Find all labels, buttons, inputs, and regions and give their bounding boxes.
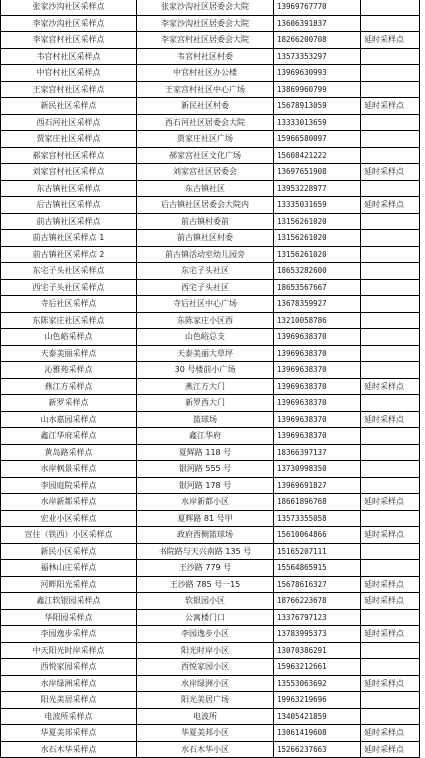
table-row (1, 411, 420, 428)
table-row (1, 659, 420, 676)
contact-phone-cell: 18366397137 (274, 444, 361, 461)
service-note-cell: 延时采样点 (361, 741, 420, 758)
service-note-cell (361, 692, 420, 709)
contact-phone-cell: 13969638370 (274, 378, 361, 395)
service-note-cell (361, 279, 420, 296)
site-name-cell: 新民小区采样点 (1, 543, 137, 560)
contact-phone-cell: 18766223678 (274, 593, 361, 610)
site-name-cell: 新罗采样点 (1, 395, 137, 412)
table-row (1, 543, 420, 560)
table-row (1, 444, 420, 461)
service-note-cell (361, 659, 420, 676)
contact-phone-cell: 19963219696 (274, 692, 361, 709)
site-address-cell: 寺后社区中心广场 (137, 296, 274, 313)
service-note-cell (361, 444, 420, 461)
site-name-cell: 寺后社区采样点 (1, 296, 137, 313)
site-address-cell: 贾家庄社区广场 (137, 131, 274, 148)
site-address-cell: 东宅子头社区 (137, 263, 274, 280)
contact-phone-cell: 13156261020 (274, 213, 361, 230)
service-note-cell (361, 428, 420, 445)
contact-phone-cell: 15963212661 (274, 659, 361, 676)
table-row (1, 263, 420, 280)
contact-phone-cell: 13969638370 (274, 345, 361, 362)
table-row (1, 98, 420, 115)
contact-phone-cell: 13969638370 (274, 428, 361, 445)
service-note-cell (361, 395, 420, 412)
table-row (1, 81, 420, 98)
table-row (1, 428, 420, 445)
site-name-cell: 鑫江华府采样点 (1, 428, 137, 445)
site-name-cell: 山水嘉园采样点 (1, 411, 137, 428)
site-name-cell: 西悦家园采样点 (1, 659, 137, 676)
site-address-cell: 水岸新都小区 (137, 494, 274, 511)
site-name-cell: 华阳园采样点 (1, 609, 137, 626)
service-note-cell (361, 81, 420, 98)
contact-phone-cell: 13969638370 (274, 329, 361, 346)
site-name-cell: 李家沙沟社区采样点 (1, 15, 137, 32)
site-name-cell: 后古镇社区采样点 (1, 197, 137, 214)
site-address-cell: 新罗西大门 (137, 395, 274, 412)
service-note-cell (361, 609, 420, 626)
service-note-cell (361, 329, 420, 346)
table-row (1, 312, 420, 329)
table-row (1, 708, 420, 725)
service-note-cell (361, 312, 420, 329)
site-address-cell: 李家宫村社区居委会大院 (137, 32, 274, 49)
site-address-cell: 鑫江华府 (137, 428, 274, 445)
table-row (1, 345, 420, 362)
contact-phone-cell: 13969630993 (274, 65, 361, 82)
service-note-cell (361, 230, 420, 247)
site-address-cell: 中官村社区办公楼 (137, 65, 274, 82)
contact-phone-cell: 13070386291 (274, 642, 361, 659)
site-name-cell: 天泰美丽采样点 (1, 345, 137, 362)
service-note-cell (361, 296, 420, 313)
site-name-cell: 李家宫村社区采样点 (1, 32, 137, 49)
service-note-cell: 延时采样点 (361, 98, 420, 115)
site-address-cell: 书院路与天兴南路 135 号 (137, 543, 274, 560)
contact-phone-cell: 13678359927 (274, 296, 361, 313)
contact-phone-cell: 13405421859 (274, 708, 361, 725)
site-address-cell: 张家沙沟社区居委会大院 (137, 0, 274, 15)
site-name-cell: 王家宫村社区采样点 (1, 81, 137, 98)
contact-phone-cell: 15165207111 (274, 543, 361, 560)
service-note-cell (361, 477, 420, 494)
site-address-cell: 东古镇社区 (137, 180, 274, 197)
site-name-cell: 宏业小区采样点 (1, 510, 137, 527)
contact-phone-cell: 18653282600 (274, 263, 361, 280)
site-address-cell: 前古镇社区村委 (137, 230, 274, 247)
table-row (1, 230, 420, 247)
service-note-cell (361, 510, 420, 527)
table-row (1, 494, 420, 511)
site-address-cell: 东陈家庄小区西 (137, 312, 274, 329)
site-address-cell: 夏辉路 118 号 (137, 444, 274, 461)
service-note-cell (361, 147, 420, 164)
table-row (1, 32, 420, 49)
service-note-cell (361, 543, 420, 560)
site-name-cell: 山色峪采样点 (1, 329, 137, 346)
service-note-cell: 延时采样点 (361, 626, 420, 643)
table-row (1, 164, 420, 181)
site-address-cell: 软银园小区 (137, 593, 274, 610)
service-note-cell: 延时采样点 (361, 675, 420, 692)
site-name-cell: 沁雅苑采样点 (1, 362, 137, 379)
service-note-cell (361, 461, 420, 478)
service-note-cell: 延时采样点 (361, 725, 420, 742)
service-note-cell: 延时采样点 (361, 593, 420, 610)
site-address-cell: 前古镇村委前 (137, 213, 274, 230)
site-address-cell: 银河路 178 号 (137, 477, 274, 494)
contact-phone-cell: 13869960799 (274, 81, 361, 98)
table-row (1, 675, 420, 692)
site-name-cell: 韦官村社区采样点 (1, 48, 137, 65)
service-note-cell (361, 213, 420, 230)
contact-phone-cell: 13573355058 (274, 510, 361, 527)
table-row (1, 626, 420, 643)
site-address-cell: 刘家宫社区居委会 (137, 164, 274, 181)
site-name-cell: 贾家庄社区采样点 (1, 131, 137, 148)
contact-phone-cell: 15564865915 (274, 560, 361, 577)
table-row (1, 461, 420, 478)
site-address-cell: 篮球场 (137, 411, 274, 428)
site-name-cell: 新民社区采样点 (1, 98, 137, 115)
table-row (1, 510, 420, 527)
table-row (1, 725, 420, 742)
table-row (1, 560, 420, 577)
site-name-cell: 前古镇社区采样点 (1, 213, 137, 230)
site-address-cell: 新民社区村委 (137, 98, 274, 115)
service-note-cell: 延时采样点 (361, 527, 420, 544)
site-address-cell: 王沙路 779 号 (137, 560, 274, 577)
contact-phone-cell: 13697651908 (274, 164, 361, 181)
site-address-cell: 王沙路 785 号一15 (137, 576, 274, 593)
site-name-cell: 水岸枫景采样点 (1, 461, 137, 478)
service-note-cell (361, 708, 420, 725)
site-address-cell: 天泰美丽大草坪 (137, 345, 274, 362)
site-name-cell: 华夏美邦采样点 (1, 725, 137, 742)
service-note-cell (361, 114, 420, 131)
contact-phone-cell: 13969691827 (274, 477, 361, 494)
site-address-cell: 公寓楼门口 (137, 609, 274, 626)
contact-phone-cell: 13156261020 (274, 230, 361, 247)
table-row (1, 593, 420, 610)
site-address-cell: 阳光时岸小区 (137, 642, 274, 659)
site-address-cell: 西石河社区居委会大院 (137, 114, 274, 131)
table-row (1, 329, 420, 346)
contact-phone-cell: 13969638370 (274, 395, 361, 412)
service-note-cell: 延时采样点 (361, 411, 420, 428)
service-note-cell (361, 362, 420, 379)
site-name-cell: 水石木华采样点 (1, 741, 137, 758)
contact-phone-cell: 13333013659 (274, 114, 361, 131)
table-row (1, 180, 420, 197)
site-name-cell: 鑫江软银园采样点 (1, 593, 137, 610)
table-row (1, 527, 420, 544)
site-name-cell: 西石河社区采样点 (1, 114, 137, 131)
contact-phone-cell: 13969638370 (274, 362, 361, 379)
service-note-cell (361, 246, 420, 263)
table-row (1, 131, 420, 148)
site-name-cell: 燕江方采样点 (1, 378, 137, 395)
contact-phone-cell: 13061419608 (274, 725, 361, 742)
table-row (1, 378, 420, 395)
contact-phone-cell: 15678616327 (274, 576, 361, 593)
site-name-cell: 河畔阳光采样点 (1, 576, 137, 593)
service-note-cell (361, 642, 420, 659)
service-note-cell (361, 65, 420, 82)
contact-phone-cell: 13573353297 (274, 48, 361, 65)
site-name-cell: 张家沙沟社区采样点 (1, 0, 137, 15)
site-name-cell: 李园逸步采样点 (1, 626, 137, 643)
table-row (1, 279, 420, 296)
table-row (1, 477, 420, 494)
table-row (1, 609, 420, 626)
site-address-cell: 西悦家园小区 (137, 659, 274, 676)
site-address-cell: 韦官村社区村委 (137, 48, 274, 65)
site-address-cell: 华夏美邦小区 (137, 725, 274, 742)
site-address-cell: 银河路 555 号 (137, 461, 274, 478)
site-address-cell: 王家宫村社区中心广场 (137, 81, 274, 98)
contact-phone-cell: 15608421222 (274, 147, 361, 164)
site-name-cell: 黄岛路采样点 (1, 444, 137, 461)
table-row (1, 395, 420, 412)
site-address-cell: 山色峪总支 (137, 329, 274, 346)
site-name-cell: 东陈家庄社区采样点 (1, 312, 137, 329)
contact-phone-cell: 13606391837 (274, 15, 361, 32)
table-row (1, 147, 420, 164)
site-address-cell: 电波所 (137, 708, 274, 725)
contact-phone-cell: 15610064866 (274, 527, 361, 544)
site-address-cell: 后古镇社区居委会大院内 (137, 197, 274, 214)
service-note-cell (361, 15, 420, 32)
site-name-cell: 郝家宫村社区采样点 (1, 147, 137, 164)
site-address-cell: 水岸绿洲小区 (137, 675, 274, 692)
table-row (1, 296, 420, 313)
site-name-cell: 宣住（铁西）小区采样点 (1, 527, 137, 544)
contact-phone-cell: 18266200708 (274, 32, 361, 49)
contact-phone-cell: 18661896768 (274, 494, 361, 511)
table-row (1, 48, 420, 65)
site-address-cell: 水石木华小区 (137, 741, 274, 758)
contact-phone-cell: 13210058786 (274, 312, 361, 329)
contact-phone-cell: 13969767770 (274, 0, 361, 15)
site-name-cell: 水岸新都采样点 (1, 494, 137, 511)
site-address-cell: 西宅子头社区 (137, 279, 274, 296)
table-row (1, 213, 420, 230)
table-row (1, 65, 420, 82)
table-row (1, 114, 420, 131)
service-note-cell: 延时采样点 (361, 576, 420, 593)
site-name-cell: 东宅子头社区采样点 (1, 263, 137, 280)
site-address-cell: 郝家宫社区文化广场 (137, 147, 274, 164)
site-name-cell: 刘家宫村社区采样点 (1, 164, 137, 181)
service-note-cell: 延时采样点 (361, 494, 420, 511)
contact-phone-cell: 13953228977 (274, 180, 361, 197)
table-row (1, 246, 420, 263)
service-note-cell: 延时采样点 (361, 164, 420, 181)
contact-phone-cell: 13376797123 (274, 609, 361, 626)
site-name-cell: 前古镇社区采样点 1 (1, 230, 137, 247)
table-row (1, 197, 420, 214)
service-note-cell (361, 560, 420, 577)
service-note-cell (361, 263, 420, 280)
site-name-cell: 中天阳光时岸采样点 (1, 642, 137, 659)
site-address-cell: 李家沙沟社区居委会大院 (137, 15, 274, 32)
service-note-cell (361, 131, 420, 148)
contact-phone-cell: 13553063692 (274, 675, 361, 692)
site-name-cell: 中官村社区采样点 (1, 65, 137, 82)
contact-phone-cell: 15678913059 (274, 98, 361, 115)
contact-phone-cell: 13335031659 (274, 197, 361, 214)
site-address-cell: 李园逸步小区 (137, 626, 274, 643)
site-name-cell: 福林山庄采样点 (1, 560, 137, 577)
contact-phone-cell: 15266237663 (274, 741, 361, 758)
contact-phone-cell: 18653567667 (274, 279, 361, 296)
contact-phone-cell: 15966580097 (274, 131, 361, 148)
contact-phone-cell: 13783995373 (274, 626, 361, 643)
service-note-cell (361, 180, 420, 197)
site-name-cell: 阳光美居采样点 (1, 692, 137, 709)
site-name-cell: 西宅子头社区采样点 (1, 279, 137, 296)
service-note-cell: 延时采样点 (361, 378, 420, 395)
site-address-cell: 前古镇活动室幼儿园旁 (137, 246, 274, 263)
site-name-cell: 李园庭院采样点 (1, 477, 137, 494)
table-row (1, 576, 420, 593)
contact-phone-cell: 13969638370 (274, 411, 361, 428)
site-address-cell: 夏辉路 81 号甲 (137, 510, 274, 527)
table-row (1, 15, 420, 32)
service-note-cell: 延时采样点 (361, 32, 420, 49)
table-row (1, 741, 420, 758)
service-note-cell: 延时采样点 (361, 197, 420, 214)
site-address-cell: 政府西侧篮球场 (137, 527, 274, 544)
table-row (1, 0, 420, 15)
site-address-cell: 30 号楼前小广场 (137, 362, 274, 379)
table-row (1, 362, 420, 379)
site-name-cell: 电波所采样点 (1, 708, 137, 725)
contact-phone-cell: 13730998350 (274, 461, 361, 478)
table-row (1, 642, 420, 659)
site-address-cell: 燕江方大门 (137, 378, 274, 395)
table-body (1, 0, 420, 758)
service-note-cell (361, 345, 420, 362)
site-name-cell: 前古镇社区采样点 2 (1, 246, 137, 263)
site-name-cell: 水岸绿洲采样点 (1, 675, 137, 692)
service-note-cell (361, 48, 420, 65)
table-row (1, 692, 420, 709)
site-name-cell: 东古镇社区采样点 (1, 180, 137, 197)
site-address-cell: 阳光美居广场 (137, 692, 274, 709)
service-note-cell (361, 0, 420, 15)
contact-phone-cell: 13156261020 (274, 246, 361, 263)
